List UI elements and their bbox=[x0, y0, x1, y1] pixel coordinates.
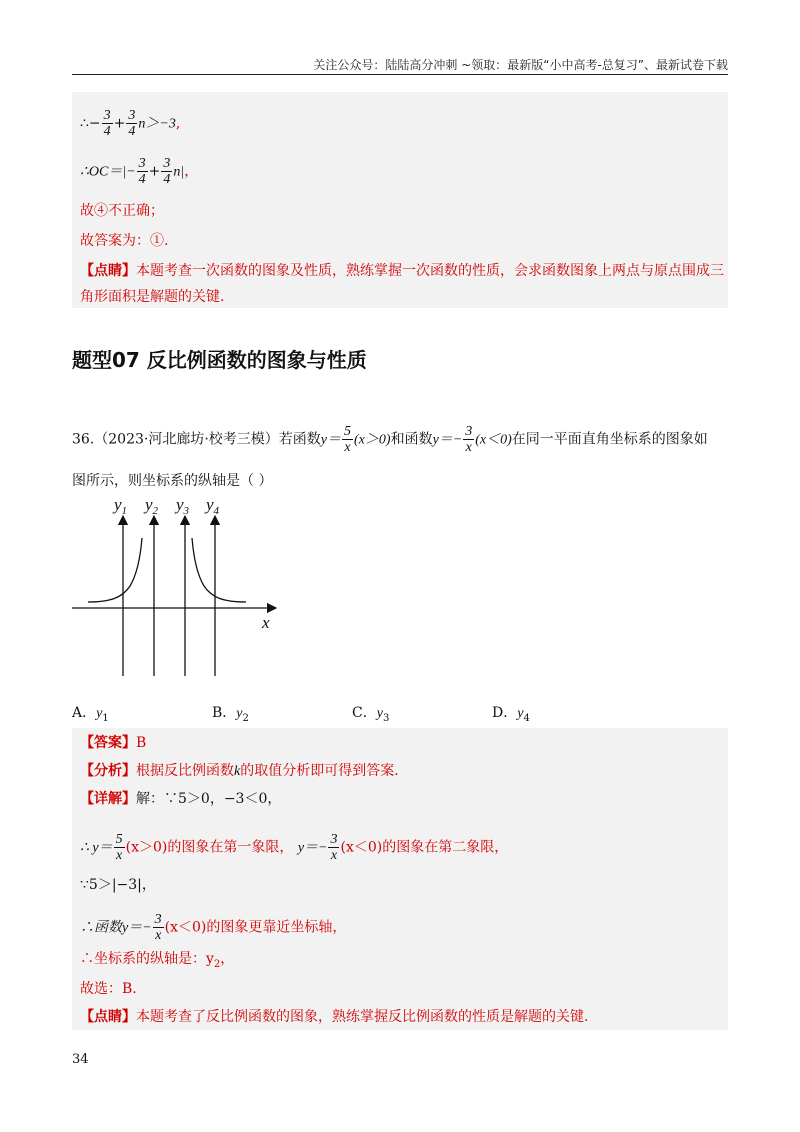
y-eq: y＝− bbox=[432, 432, 463, 448]
frac-num: 3 bbox=[330, 832, 338, 847]
comma: , bbox=[175, 115, 181, 132]
y-sub: 2 bbox=[152, 505, 159, 517]
choice-c bbox=[352, 702, 389, 724]
frac-den: x bbox=[344, 440, 351, 455]
y-sub: 4 bbox=[213, 505, 220, 517]
y-eq: y＝ bbox=[320, 432, 342, 448]
frac-den: x bbox=[330, 848, 338, 863]
fraction bbox=[137, 156, 148, 187]
comment-text: 本题考查了反比例函数的图象，熟练掌握反比例函数的性质是解题的关键. bbox=[136, 1009, 589, 1025]
choice-var: y bbox=[236, 706, 243, 721]
detail-tag: 【详解】 bbox=[80, 791, 136, 807]
frac-num: 3 bbox=[154, 912, 162, 927]
y-sub: 1 bbox=[121, 505, 128, 517]
oc-line bbox=[80, 156, 198, 187]
answer-line: 故答案为：①. bbox=[80, 233, 169, 249]
answer-row bbox=[80, 734, 146, 752]
fraction bbox=[161, 156, 172, 187]
choice-letter: D． bbox=[492, 705, 518, 721]
detail-row-5 bbox=[80, 950, 234, 974]
frac-den: x bbox=[155, 928, 162, 943]
detail-row-6: 故选：B. bbox=[80, 981, 137, 997]
analysis-tag: 【分析】 bbox=[80, 763, 136, 779]
n-gt-text: n＞−3 bbox=[138, 116, 176, 132]
comment-row bbox=[80, 1008, 588, 1026]
n-abs: n| bbox=[173, 164, 185, 180]
answer-tag: 【答案】 bbox=[80, 735, 136, 751]
analysis-text: 根据反比例函数 bbox=[136, 763, 234, 779]
y-var: y bbox=[206, 495, 214, 514]
frac-num: 3 bbox=[138, 156, 146, 171]
comment-tag: 【点睛】 bbox=[80, 263, 136, 279]
frac-num: 5 bbox=[344, 424, 352, 439]
frac-den: 4 bbox=[103, 124, 111, 139]
detail-row-4 bbox=[80, 912, 346, 943]
choice-var: y bbox=[376, 706, 383, 721]
frac-den: 4 bbox=[128, 124, 136, 139]
answer-box bbox=[72, 728, 728, 1030]
detail-text: (x＜0)的图象更靠近坐标轴， bbox=[164, 919, 347, 936]
detail-text: (x＞0)的图象在第一象限， bbox=[125, 839, 294, 856]
question-tail: 在同一平面直角坐标系的图象如 bbox=[511, 431, 708, 448]
choice-sub: 3 bbox=[382, 712, 390, 724]
analysis-text: 的取值分析即可得到答案. bbox=[240, 763, 399, 779]
fraction bbox=[328, 832, 339, 863]
answer-value: B bbox=[136, 735, 147, 751]
label-y4 bbox=[204, 495, 220, 517]
fraction bbox=[153, 912, 164, 943]
y-var: y bbox=[176, 495, 184, 514]
choice-var: y bbox=[517, 706, 524, 721]
comma: ， bbox=[184, 163, 199, 180]
fraction bbox=[102, 108, 113, 139]
choice-sub: 1 bbox=[102, 712, 109, 724]
condition: (x＜0) bbox=[475, 432, 512, 448]
detail-text: ∴函数y＝− bbox=[80, 920, 152, 936]
label-y3 bbox=[174, 495, 190, 517]
frac-num: 3 bbox=[465, 424, 473, 439]
curve-right bbox=[192, 538, 246, 602]
question-mid: 和函数 bbox=[390, 431, 433, 448]
condition: (x＞0) bbox=[354, 432, 391, 448]
y-sub: 3 bbox=[183, 505, 190, 517]
y-var: y bbox=[114, 495, 122, 514]
curve-left bbox=[88, 538, 142, 602]
frac-num: 3 bbox=[163, 156, 171, 171]
frac-den: x bbox=[116, 848, 123, 863]
fraction bbox=[342, 424, 353, 455]
fraction bbox=[114, 832, 125, 863]
question-line-1 bbox=[72, 424, 708, 455]
page-header: 关注公众号：陆陆高分冲刺 ~领取：最新版“小中高考-总复习”、最新试卷下载 bbox=[313, 58, 728, 72]
detail-text: ∴坐标系的纵轴是：y bbox=[80, 951, 214, 967]
plus-sign: + bbox=[113, 115, 126, 132]
header-rule bbox=[72, 74, 728, 75]
detail-row-3: ∵5＞|−3|， bbox=[80, 877, 156, 893]
choice-letter: C． bbox=[352, 705, 377, 721]
choice-sub: 2 bbox=[242, 712, 249, 724]
axes-figure bbox=[60, 490, 300, 690]
choice-letter: A． bbox=[72, 705, 97, 721]
comment-tag: 【点睛】 bbox=[80, 1009, 136, 1025]
detail-text: (x＜0)的图象在第二象限， bbox=[340, 839, 509, 856]
frac-den: 4 bbox=[163, 172, 171, 187]
detail-text: 解：∵5＞0，−3＜0， bbox=[136, 791, 282, 807]
analysis-k: k bbox=[234, 764, 241, 779]
therefore-minus: ∴− bbox=[80, 115, 101, 132]
plus-sign: + bbox=[148, 163, 161, 180]
fraction bbox=[463, 424, 474, 455]
page-number: 34 bbox=[72, 1052, 89, 1067]
y-var: y bbox=[145, 495, 153, 514]
frac-den: 4 bbox=[138, 172, 146, 187]
frac-den: x bbox=[465, 440, 472, 455]
section-title: 题型07 反比例函数的图象与性质 bbox=[72, 348, 367, 372]
detail-row-2 bbox=[80, 832, 508, 863]
frac-num: 3 bbox=[103, 108, 111, 123]
question-number: 36. bbox=[72, 431, 95, 448]
comment-line-1 bbox=[80, 262, 724, 280]
choice-var: y bbox=[96, 706, 103, 721]
conclusion-line: 故④不正确； bbox=[80, 203, 164, 219]
choice-letter: B． bbox=[212, 705, 237, 721]
previous-solution-box bbox=[72, 92, 728, 308]
choice-sub: 4 bbox=[523, 712, 530, 724]
detail-text: ∴ y＝ bbox=[80, 840, 113, 856]
fraction bbox=[126, 108, 137, 139]
question-line-2: 图所示，则坐标系的纵轴是（ ） bbox=[72, 473, 273, 489]
detail-text: ， bbox=[220, 951, 235, 967]
frac-num: 5 bbox=[115, 832, 123, 847]
label-y2 bbox=[143, 495, 159, 517]
detail-row-1 bbox=[80, 790, 281, 808]
question-source: （2023·河北廊坊·校考三模）若函数 bbox=[94, 431, 321, 448]
choice-a bbox=[72, 702, 109, 724]
detail-text: y＝− bbox=[297, 840, 328, 856]
analysis-row bbox=[80, 762, 399, 781]
ineq-line bbox=[80, 108, 180, 139]
label-x: x bbox=[262, 613, 270, 632]
frac-num: 3 bbox=[128, 108, 136, 123]
detail-sub: 2 bbox=[213, 958, 221, 970]
comment-line-2: 角形面积是解题的关键. bbox=[80, 289, 225, 305]
oc-eq: ∴OC＝|− bbox=[80, 164, 136, 180]
comment-text: 本题考查一次函数的图象及性质，熟练掌握一次函数的性质，会求函数图象上两点与原点围成三 bbox=[136, 263, 724, 279]
label-y1 bbox=[112, 495, 127, 517]
choice-b bbox=[212, 702, 249, 724]
choice-d bbox=[492, 702, 530, 724]
